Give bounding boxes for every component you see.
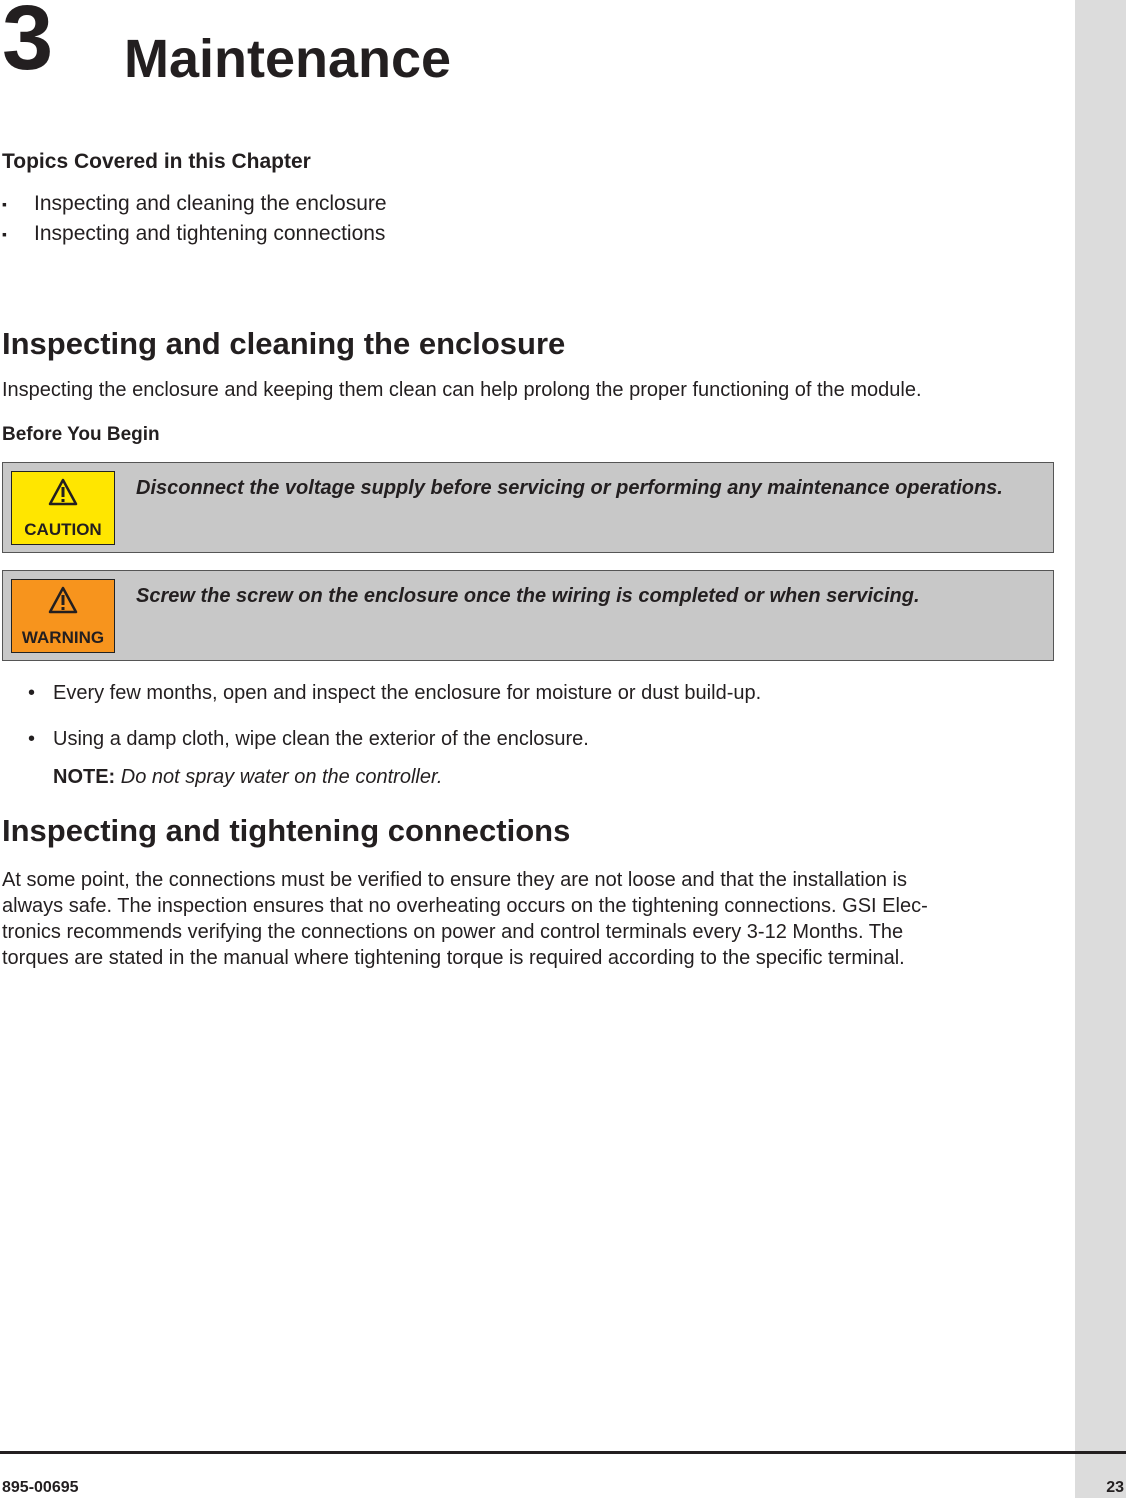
document-number: 895-00695 (2, 1479, 79, 1496)
topics-heading: Topics Covered in this Chapter (2, 150, 311, 173)
paragraph-line: tronics recommends verifying the connections on power and control terminals every 3-12 Months. The (2, 921, 904, 943)
warning-triangle-icon (48, 586, 78, 614)
note (53, 766, 442, 789)
section-intro: Inspecting the enclosure and keeping them clean can help prolong the proper functioning of the module. (2, 379, 922, 401)
footer-rule (0, 1451, 1126, 1454)
note-label: NOTE: (53, 766, 116, 788)
page-number: 23 (1106, 1479, 1124, 1496)
warning-triangle-icon (48, 478, 78, 506)
paragraph-line: torques are stated in the manual where tightening torque is required according to the specific terminal. (2, 947, 905, 969)
section-heading-cleaning: Inspecting and cleaning the enclosure (2, 326, 566, 361)
chapter-number: 3 (2, 0, 54, 89)
section-heading-connections: Inspecting and tightening connections (2, 813, 571, 848)
caution-badge (11, 471, 115, 545)
caution-box (2, 462, 1054, 553)
warning-box (2, 570, 1054, 661)
warning-badge (11, 579, 115, 653)
paragraph-line: always safe. The inspection ensures that no overheating occurs on the tightening connections. GSI Elec- (2, 895, 928, 917)
caution-label: CAUTION (24, 520, 102, 539)
list-item: • Using a damp cloth, wipe clean the exterior of the enclosure. (0, 726, 761, 772)
topics-list-item: ▪ Inspecting and cleaning the enclosure (2, 191, 387, 221)
note-text: Do not spray water on the controller. (120, 766, 443, 788)
connections-paragraph (2, 867, 928, 971)
warning-label: WARNING (21, 628, 105, 647)
paragraph-line: At some point, the connections must be verified to ensure they are not loose and that the installation is (2, 869, 907, 891)
caution-text: Disconnect the voltage supply before servicing or performing any maintenance operations. (136, 477, 1003, 499)
maintenance-steps-list (0, 680, 761, 772)
before-you-begin-heading: Before You Begin (2, 424, 160, 445)
warning-text: Screw the screw on the enclosure once the wiring is completed or when servicing. (136, 585, 920, 607)
topics-list-item: ▪ Inspecting and tightening connections (2, 221, 387, 251)
chapter-title: Maintenance (124, 29, 452, 89)
topics-list (2, 191, 387, 251)
list-item: • Every few months, open and inspect the enclosure for moisture or dust build-up. (0, 680, 761, 726)
page-side-band (1075, 0, 1126, 1498)
